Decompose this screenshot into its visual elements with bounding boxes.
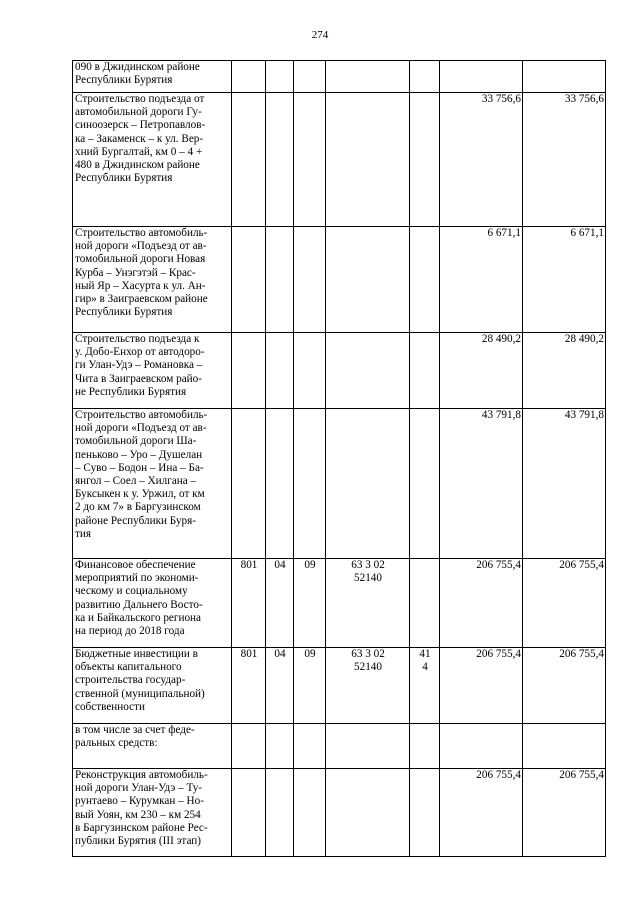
cell-vr: [410, 93, 440, 227]
cell-csr: [326, 61, 410, 93]
table-row: [73, 93, 606, 227]
table-row: [73, 409, 606, 559]
cell-ved: [232, 61, 266, 93]
cell-csr: [326, 409, 410, 559]
cell-name: [73, 648, 232, 724]
cell-name-line: хний Бургалтай, км 0 – 4 +: [75, 145, 203, 158]
cell-name-line: автомобильной дороги Гу-: [75, 106, 202, 119]
table-row: [73, 769, 606, 857]
cell-name-line: тия: [75, 527, 92, 540]
cell-name-line: Курба – Унэгэтэй – Крас-: [75, 266, 196, 279]
cell-ved: [232, 724, 266, 769]
cell-ved: [232, 227, 266, 333]
cell-csr: [326, 333, 410, 409]
cell-rz: [266, 333, 294, 409]
cell-name-line: гир» в Заиграевском районе: [75, 293, 208, 306]
cell-name-line: ка и Байкальского региона: [75, 611, 202, 624]
cell-name-line: Чита в Заиграевском райо-: [75, 372, 202, 385]
cell-sum-1-line: 43 791,8: [481, 409, 521, 421]
cell-rz: [266, 61, 294, 93]
cell-name: [73, 559, 232, 648]
cell-name-line: у. Добо-Енхор от автодоро-: [75, 346, 205, 359]
cell-sum-1: [440, 648, 523, 724]
cell-vr: [410, 724, 440, 769]
cell-rz: [266, 648, 294, 724]
cell-name-line: томобильной дороги Новая: [75, 253, 206, 266]
cell-csr-line: 52140: [354, 572, 382, 585]
cell-name-line: в Баргузинском районе Рес-: [75, 821, 208, 834]
cell-name-line: томобильной дороги Ша-: [75, 435, 197, 448]
cell-name-line: строительства государ-: [75, 674, 186, 687]
cell-rz: [266, 724, 294, 769]
cell-sum-1: [440, 227, 523, 333]
cell-name-line: Строительство автомобиль-: [75, 409, 208, 421]
cell-ved: [232, 333, 266, 409]
cell-sum-1: [440, 409, 523, 559]
cell-name-line: ственной (муниципальной): [75, 687, 205, 700]
cell-name: [73, 769, 232, 857]
cell-rz: [266, 227, 294, 333]
cell-name-line: Республики Бурятия: [75, 172, 173, 185]
cell-csr: [326, 559, 410, 648]
cell-csr: [326, 227, 410, 333]
cell-pr: [294, 61, 326, 93]
cell-pr-line: 09: [304, 559, 316, 571]
page-number: 274: [311, 29, 329, 41]
cell-name-line: синоозерск – Петропавлов-: [75, 119, 206, 132]
cell-sum-1: [440, 724, 523, 769]
cell-name: [73, 409, 232, 559]
cell-vr-line: 41: [419, 648, 431, 660]
cell-sum-2: [523, 333, 606, 409]
cell-vr: [410, 227, 440, 333]
cell-name-line: Буксыкен к у. Уржил, от км: [75, 488, 205, 501]
cell-sum-2-line: 33 756,6: [564, 93, 604, 105]
cell-rz: [266, 93, 294, 227]
cell-name: [73, 227, 232, 333]
cell-pr: [294, 333, 326, 409]
cell-sum-1-line: 206 755,4: [476, 769, 521, 781]
cell-name-line: – Суво – Бодон – Ина – Ба-: [75, 461, 204, 474]
cell-rz: [266, 409, 294, 559]
cell-sum-1: [440, 559, 523, 648]
table-row: [73, 61, 606, 93]
cell-sum-1-line: 33 756,6: [481, 93, 521, 105]
cell-sum-1: [440, 333, 523, 409]
cell-csr-line: 63 3 02: [351, 648, 385, 660]
cell-vr: [410, 409, 440, 559]
cell-ved: [232, 409, 266, 559]
cell-name: [73, 93, 232, 227]
cell-name-line: вый Уоян, км 230 – км 254: [75, 808, 201, 821]
cell-name-line: Бюджетные инвестиции в: [75, 648, 198, 660]
cell-pr: [294, 724, 326, 769]
cell-sum-1: [440, 61, 523, 93]
cell-csr: [326, 769, 410, 857]
cell-sum-2: [523, 227, 606, 333]
cell-sum-2-line: 28 490,2: [564, 333, 604, 345]
cell-name-line: районе Республики Буря-: [75, 514, 197, 527]
cell-name-line: Реконструкция автомобиль-: [75, 769, 208, 781]
cell-sum-2: [523, 559, 606, 648]
cell-vr: [410, 769, 440, 857]
cell-name-line: Республики Бурятия: [75, 306, 173, 319]
cell-csr-line: 63 3 02: [351, 559, 385, 571]
cell-name-line: объекты капитального: [75, 661, 182, 674]
cell-sum-1-line: 206 755,4: [476, 559, 521, 571]
cell-name-line: 480 в Джидинском районе: [75, 159, 200, 172]
cell-rz: [266, 559, 294, 648]
cell-name-line: ный Яр – Хасурта к ул. Ан-: [75, 279, 206, 292]
cell-name-line: на период до 2018 года: [75, 625, 185, 638]
cell-name: [73, 333, 232, 409]
cell-sum-2: [523, 648, 606, 724]
cell-name-line: ческому и социальному: [75, 585, 188, 598]
cell-sum-2: [523, 724, 606, 769]
cell-name-line: янгол – Соел – Хилгана –: [75, 475, 197, 488]
cell-csr: [326, 724, 410, 769]
table-row: [73, 724, 606, 769]
cell-name-line: пеньково – Уро – Душелан: [75, 448, 203, 461]
cell-vr: [410, 333, 440, 409]
cell-name-line: ги Улан-Удэ – Романовка –: [75, 359, 203, 372]
cell-pr: [294, 648, 326, 724]
cell-pr: [294, 769, 326, 857]
cell-csr-line: 52140: [354, 661, 382, 674]
cell-sum-2-line: 43 791,8: [564, 409, 604, 421]
cell-ved-line: 801: [240, 648, 258, 660]
cell-vr-line: 4: [422, 661, 428, 674]
table-row: [73, 227, 606, 333]
cell-name-line: мероприятий по экономи-: [75, 572, 199, 585]
cell-name-line: Строительство подъезда к: [75, 333, 200, 345]
cell-ved: [232, 559, 266, 648]
cell-sum-1-line: 206 755,4: [476, 648, 521, 660]
cell-name-line: в том числе за счет феде-: [75, 724, 195, 736]
cell-sum-2: [523, 93, 606, 227]
cell-name-line: рунтаево – Курумкан – Но-: [75, 795, 204, 808]
cell-sum-1-line: 6 671,1: [487, 227, 521, 239]
cell-name-line: Строительство подъезда от: [75, 93, 205, 105]
cell-name-line: 090 в Джидинском районе: [75, 61, 200, 73]
cell-sum-2-line: 6 671,1: [570, 227, 604, 239]
cell-ved: [232, 648, 266, 724]
table-row: [73, 648, 606, 724]
cell-sum-1: [440, 769, 523, 857]
cell-ved: [232, 93, 266, 227]
cell-name-line: собственности: [75, 700, 145, 713]
cell-name-line: Финансовое обеспечение: [75, 559, 196, 571]
cell-ved: [232, 769, 266, 857]
cell-name: [73, 61, 232, 93]
cell-name-line: ной дороги «Подъезд от ав-: [75, 240, 207, 253]
cell-sum-1-line: 28 490,2: [481, 333, 521, 345]
cell-name-line: ральных средств:: [75, 737, 158, 750]
cell-vr: [410, 61, 440, 93]
cell-sum-2-line: 206 755,4: [559, 559, 604, 571]
cell-name-line: ка – Закаменск – к ул. Вер-: [75, 132, 204, 145]
cell-sum-2-line: 206 755,4: [559, 648, 604, 660]
cell-sum-2: [523, 409, 606, 559]
cell-name: [73, 724, 232, 769]
cell-sum-2-line: 206 755,4: [559, 769, 604, 781]
cell-name-line: не Республики Бурятия: [75, 385, 187, 398]
cell-vr: [410, 648, 440, 724]
cell-name-line: Республики Бурятия: [75, 74, 173, 87]
cell-csr: [326, 648, 410, 724]
cell-name-line: публики Бурятия (III этап): [75, 835, 201, 848]
cell-name-line: ной дороги Улан-Удэ – Ту-: [75, 782, 203, 795]
cell-sum-2: [523, 769, 606, 857]
cell-pr: [294, 409, 326, 559]
cell-name-line: 2 до км 7» в Баргузинском: [75, 501, 201, 514]
cell-vr: [410, 559, 440, 648]
cell-name-line: Строительство автомобиль-: [75, 227, 208, 239]
budget-table: [72, 60, 606, 857]
cell-sum-1: [440, 93, 523, 227]
cell-rz-line: 04: [274, 559, 286, 571]
cell-pr: [294, 227, 326, 333]
cell-name-line: развитию Дальнего Восто-: [75, 598, 203, 611]
table-row: [73, 559, 606, 648]
table-row: [73, 333, 606, 409]
cell-rz: [266, 769, 294, 857]
cell-rz-line: 04: [274, 648, 286, 660]
cell-pr-line: 09: [304, 648, 316, 660]
cell-sum-2: [523, 61, 606, 93]
cell-pr: [294, 559, 326, 648]
cell-name-line: ной дороги «Подъезд от ав-: [75, 422, 207, 435]
cell-ved-line: 801: [240, 559, 258, 571]
cell-csr: [326, 93, 410, 227]
cell-pr: [294, 93, 326, 227]
